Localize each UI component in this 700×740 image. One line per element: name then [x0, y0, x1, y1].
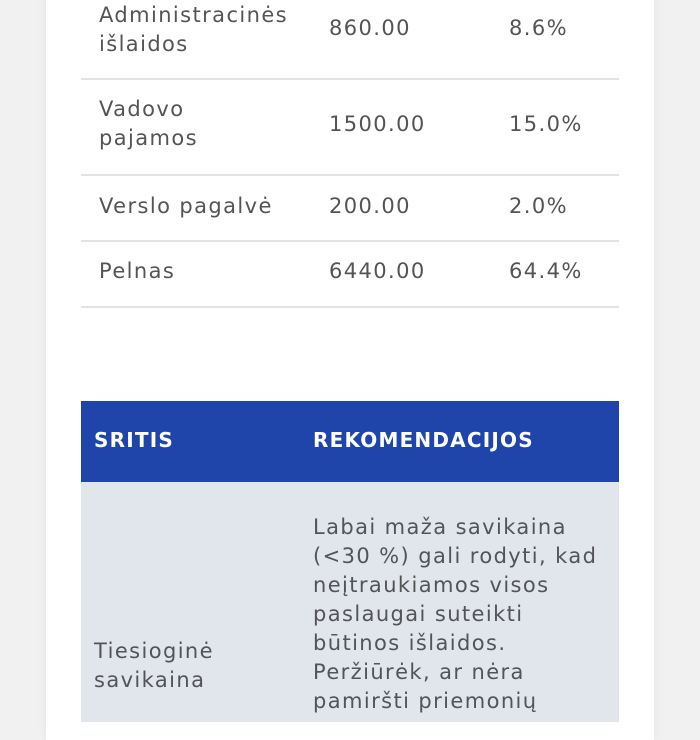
table-row — [81, 176, 619, 242]
cost-item-name: Vadovo pajamos — [99, 97, 198, 150]
column-header-area: SRITIS — [94, 428, 174, 452]
cost-item-amount: 1500.00 — [329, 112, 426, 136]
cost-item-percent: 2.0% — [509, 194, 568, 218]
cost-item-percent: 15.0% — [509, 112, 583, 136]
table-row — [81, 0, 619, 80]
cost-breakdown-table — [81, 0, 619, 308]
recommendation-area: Tiesioginė savikaina — [94, 639, 214, 692]
cost-item-name: Pelnas — [99, 259, 176, 283]
cost-item-amount: 200.00 — [329, 194, 411, 218]
cost-item-amount: 6440.00 — [329, 259, 426, 283]
column-header-recommendation: REKOMENDACIJOS — [313, 428, 534, 452]
table-header — [81, 401, 619, 482]
cost-item-name: Administracinės išlaidos — [99, 3, 288, 56]
table-row — [81, 242, 619, 308]
recommendations-table — [81, 401, 619, 722]
cost-item-amount: 860.00 — [329, 16, 411, 40]
cost-item-name: Verslo pagalvė — [99, 194, 273, 218]
cost-item-percent: 8.6% — [509, 16, 568, 40]
table-row — [81, 80, 619, 176]
table-row — [81, 482, 619, 722]
recommendation-text: Labai maža savikaina (<30 %) gali rodyti, kad neįtraukiamos visos paslaugai suteikti būtinos išlaidos. Peržiūrėk, ar nėra pamiršti priemonių — [313, 515, 598, 713]
cost-item-percent: 64.4% — [509, 259, 583, 283]
